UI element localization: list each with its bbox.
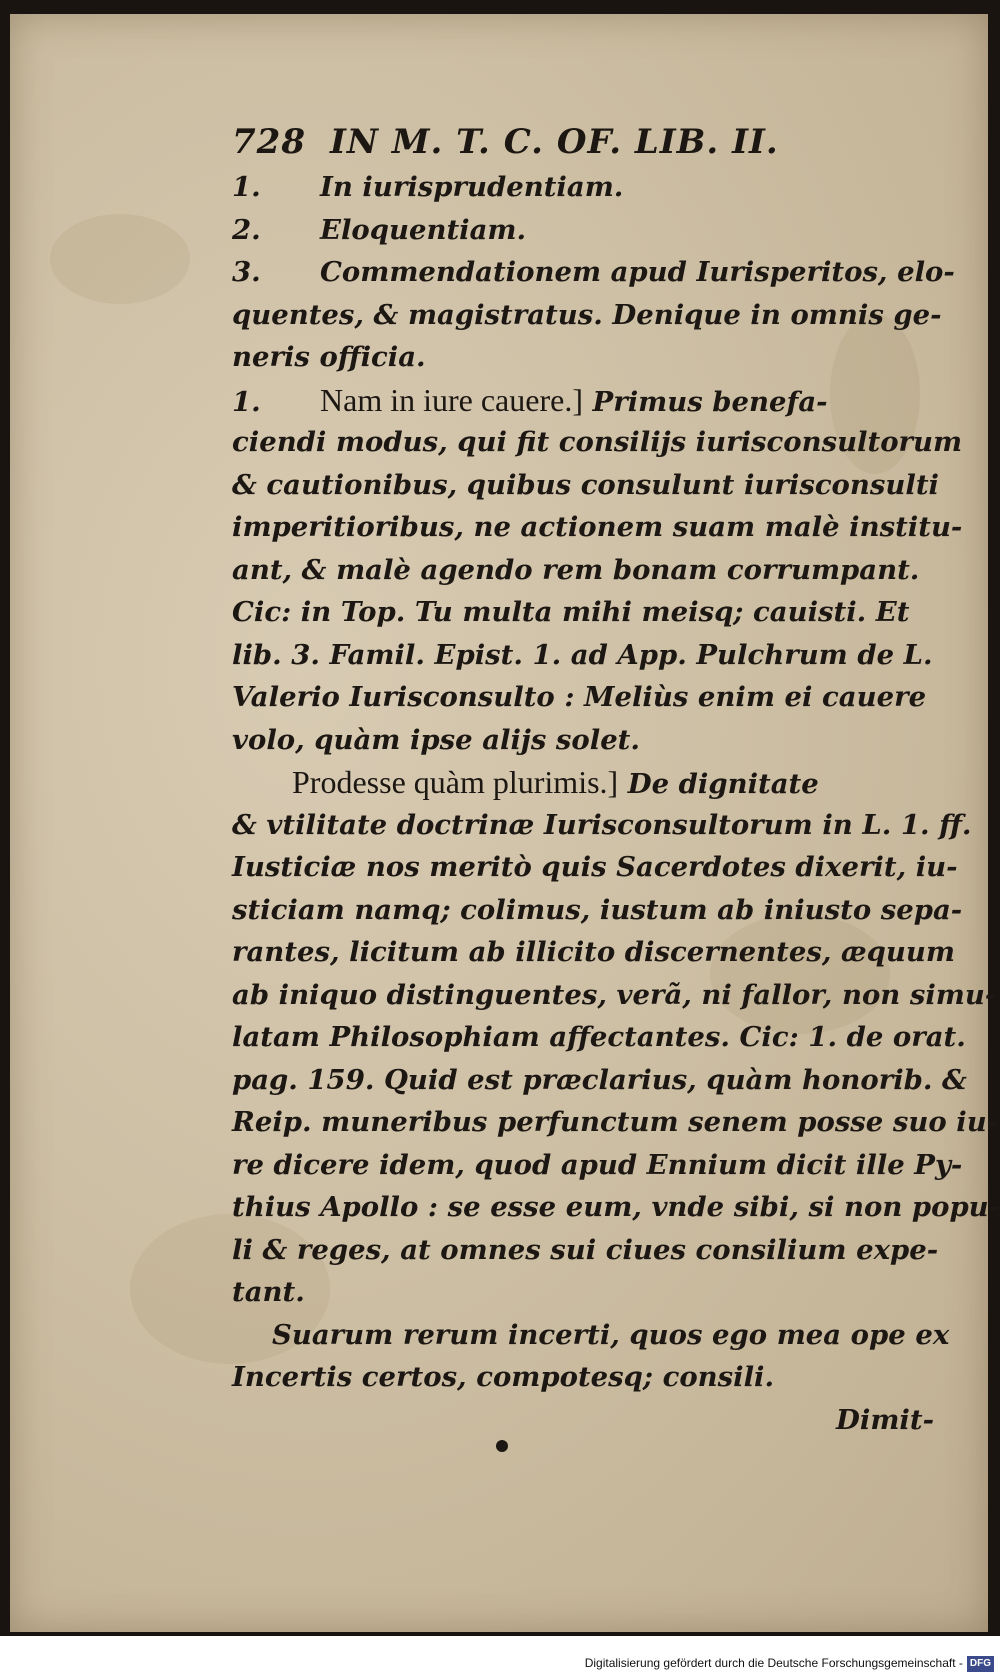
text-line: 1. Nam in iure cauere.] Primus benefa- — [232, 381, 828, 418]
text-line: li & reges, at omnes sui ciues consilium expe- — [232, 1233, 939, 1266]
text-line: volo, quàm ipse alijs solet. — [232, 723, 640, 756]
text-line: thius Apollo : se esse eum, vnde sibi, si non popu- — [232, 1191, 1000, 1223]
running-title: IN M. T. C. OF. LIB. II. — [330, 122, 779, 162]
catchword: Dimit- — [836, 1403, 934, 1436]
text-line: 2. Eloquentiam. — [232, 213, 527, 246]
ink-dot — [496, 1440, 508, 1452]
verse-line: Suarum rerum incerti, quos ego mea ope ex — [272, 1318, 950, 1351]
page-text — [232, 118, 1000, 1441]
lemma: Nam in iure cauere.] — [320, 381, 583, 418]
text-line: & vtilitate doctrinæ Iurisconsultorum in L. 1. ff. — [232, 808, 972, 841]
running-header — [232, 118, 944, 166]
text-line: ant, & malè agendo rem bonam corrumpant. — [232, 553, 920, 586]
text-line: Reip. muneribus perfunctum senem posse suo iu- — [232, 1106, 999, 1138]
text-line: 3. Commendationem apud Iurisperitos, elo- — [232, 256, 955, 288]
text-line: Iusticiæ nos meritò quis Sacerdotes dixerit, iu- — [232, 851, 958, 883]
text-line: Valerio Iurisconsulto : Meliùs enim ei cauere — [232, 681, 927, 713]
text-line: ciendi modus, qui fit consilijs iurisconsultorum — [232, 426, 963, 458]
text-line: pag. 159. Quid est præclarius, quàm honorib. & — [232, 1063, 967, 1096]
text-line: ab iniquo distinguentes, verã, ni fallor, non simu- — [232, 978, 997, 1011]
verse-line: Incertis certos, compotesq; consili. — [232, 1361, 775, 1393]
text-line: quentes, & magistratus. Denique in omnis ge- — [232, 298, 942, 331]
dfg-logo: DFG — [967, 1656, 994, 1672]
text-line: 1. In iurisprudentiam. — [232, 171, 624, 203]
text-line: Prodesse quàm plurimis.] De dignitate — [292, 764, 819, 800]
text-line: sticiam namq; colimus, iustum ab iniusto sepa- — [232, 893, 963, 926]
text-line: rantes, licitum ab illicito discernentes, æquum — [232, 936, 955, 968]
text-line: latam Philosophiam affectantes. Cic: 1. de orat. — [232, 1021, 966, 1053]
text-line: re dicere idem, quod apud Ennium dicit ille Py- — [232, 1148, 963, 1181]
text-line: Cic: in Top. Tu multa mihi meisq; cauisti. Et — [232, 596, 910, 628]
text-line: imperitioribus, ne actionem suam malè institu- — [232, 511, 963, 543]
text-line: neris officia. — [232, 341, 426, 373]
digitization-credit: Digitalisierung gefördert durch die Deutsche Forschungsgemeinschaft - DFG — [585, 1652, 994, 1674]
page-number: 728 — [232, 122, 306, 162]
text-line: lib. 3. Famil. Epist. 1. ad App. Pulchrum de L. — [232, 638, 933, 671]
text-line: & cautionibus, quibus consulunt iurisconsulti — [232, 468, 939, 501]
lemma: Prodesse quàm plurimis.] — [292, 764, 619, 800]
text-line: tant. — [232, 1276, 305, 1308]
